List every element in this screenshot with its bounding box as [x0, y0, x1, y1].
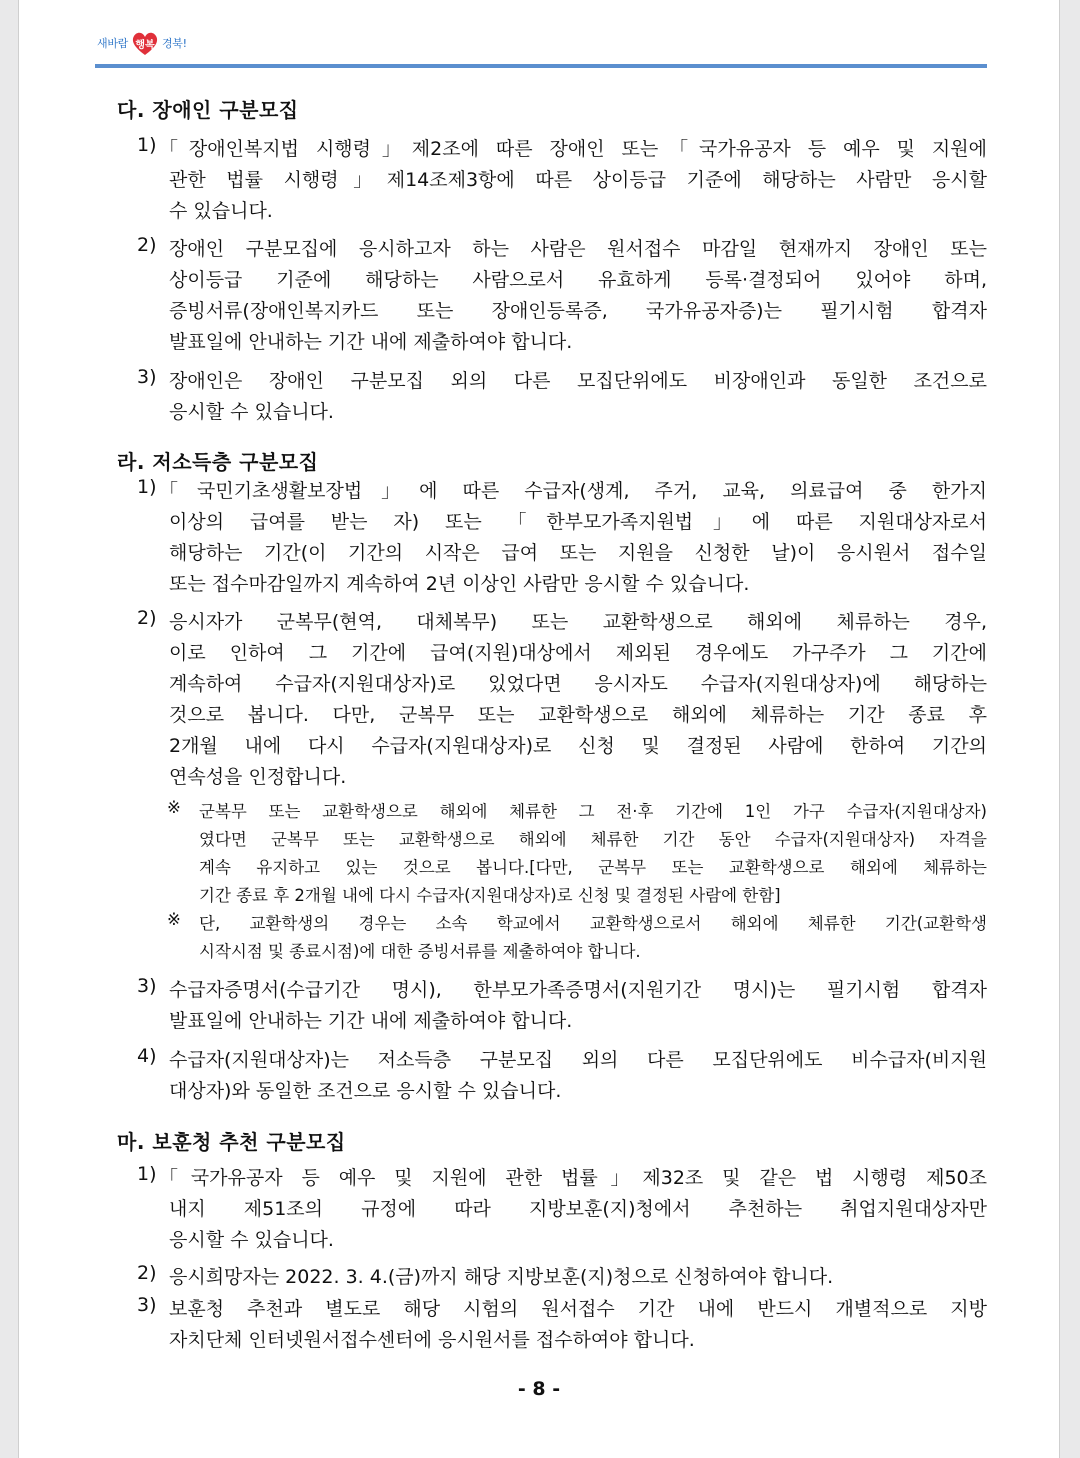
list-item: 2) 응시자가 군복무(현역, 대체복무) 또는 교환학생으로 해외에 체류하는 경우, 이로 인하여 그 기간에 급여(지원)대상에서 제외된 경우에도 가구주가 그 기간에 계속하여 수급자(지원대상자)로 있었다면 응시자도 수급자(지원대상자)에 해당하는 것으로 봅니다. 다만, 군복무 또는 교환학생으로 해외에 체류하는 기간 종료 후 2개월 내에 다시 수급자(지원대상자)로 신청 및 결정된 사람에 한하여 기간의 연속성을 인정합니다. — [137, 607, 987, 788]
section-title-low-income: 라. 저소득층 구분모집 — [117, 450, 319, 474]
list-item: 2) 응시희망자는 2022. 3. 4.(금)까지 해당 지방보훈(지)청으로 신청하여야 합니다. — [137, 1262, 834, 1288]
logo-text-mid: 행복 — [135, 40, 155, 51]
list-item: 2) 장애인 구분모집에 응시하고자 하는 사람은 원서접수 마감일 현재까지 장애인 또는 상이등급 기준에 해당하는 사람으로서 유효하게 등록·결정되어 있어야 하며, 증빙서류(장애인복지카드 또는 장애인등록증, 국가유공자증)는 필기시험 합격자 발표일에 안내하는 기간 내에 제출하여야 합니다. — [137, 234, 987, 353]
logo — [97, 26, 187, 60]
page-number: - 8 - — [517, 1378, 561, 1400]
list-item: 1) 「국민기초생활보장법」에 따른 수급자(생계, 주거, 교육, 의료급여 중 한가지 이상의 급여를 받는 자) 또는 「한부모가족지원법」에 따른 지원대상자로서 해당하는 기간(이 기간의 시작은 급여 또는 지원을 신청한 날)이 응시원서 접수일 또는 접수마감일까지 계속하여 2년 이상인 사람만 응시할 수 있습니다. — [137, 476, 987, 595]
list-item: 1) 「장애인복지법 시행령」제2조에 따른 장애인 또는「국가유공자 등 예우 및 지원에 관한 법률 시행령」제14조제3항에 따른 상이등급 기준에 해당하는 사람만 응시할 수 있습니다. — [137, 134, 987, 222]
list-item: 3) 장애인은 장애인 구분모집 외의 다른 모집단위에도 비장애인과 동일한 조건으로 응시할 수 있습니다. — [137, 366, 987, 423]
heart-icon — [130, 28, 160, 58]
logo-text-left: 새바람 — [97, 37, 128, 50]
list-item: 4) 수급자(지원대상자)는 저소득층 구분모집 외의 다른 모집단위에도 비수급자(비지원 대상자)와 동일한 조건으로 응시할 수 있습니다. — [137, 1045, 987, 1102]
section-title-veterans: 마. 보훈청 추천 구분모집 — [117, 1130, 346, 1154]
list-item: 3) 수급자증명서(수급기간 명시), 한부모가족증명서(지원기간 명시)는 필기시험 합격자 발표일에 안내하는 기간 내에 제출하여야 합니다. — [137, 975, 987, 1032]
list-item: 1) 「국가유공자 등 예우 및 지원에 관한 법률」제32조 및 같은 법 시행령 제50조 내지 제51조의 규정에 따라 지방보훈(지)청에서 추천하는 취업지원대상자만 응시할 수 있습니다. — [137, 1163, 987, 1251]
section-title-disabled: 다. 장애인 구분모집 — [117, 98, 299, 122]
note-item: ※ 군복무 또는 교환학생으로 해외에 체류한 그 전·후 기간에 1인 가구 수급자(지원대상자) 였다면 군복무 또는 교환학생으로 해외에 체류한 기간 동안 수급자(지원대상자) 자격을 계속 유지하고 있는 것으로 봅니다.[다만, 군복무 또는 교환학생으로 해외에 체류하는 기간 종료 후 2개월 내에 다시 수급자(지원대상자)로 신청 및 결정된 사람에 한함] — [167, 798, 987, 905]
logo-text-right: 경북! — [161, 37, 187, 50]
note-item: ※ 단, 교환학생의 경우는 소속 학교에서 교환학생으로서 해외에 체류한 기간(교환학생 시작시점 및 종료시점)에 대한 증빙서류를 제출하여야 합니다. — [167, 910, 987, 961]
document-page — [18, 0, 1060, 1458]
header-divider — [95, 64, 987, 68]
list-item: 3) 보훈청 추천과 별도로 해당 시험의 원서접수 기간 내에 반드시 개별적으로 지방 자치단체 인터넷원서접수센터에 응시원서를 접수하여야 합니다. — [137, 1294, 987, 1351]
